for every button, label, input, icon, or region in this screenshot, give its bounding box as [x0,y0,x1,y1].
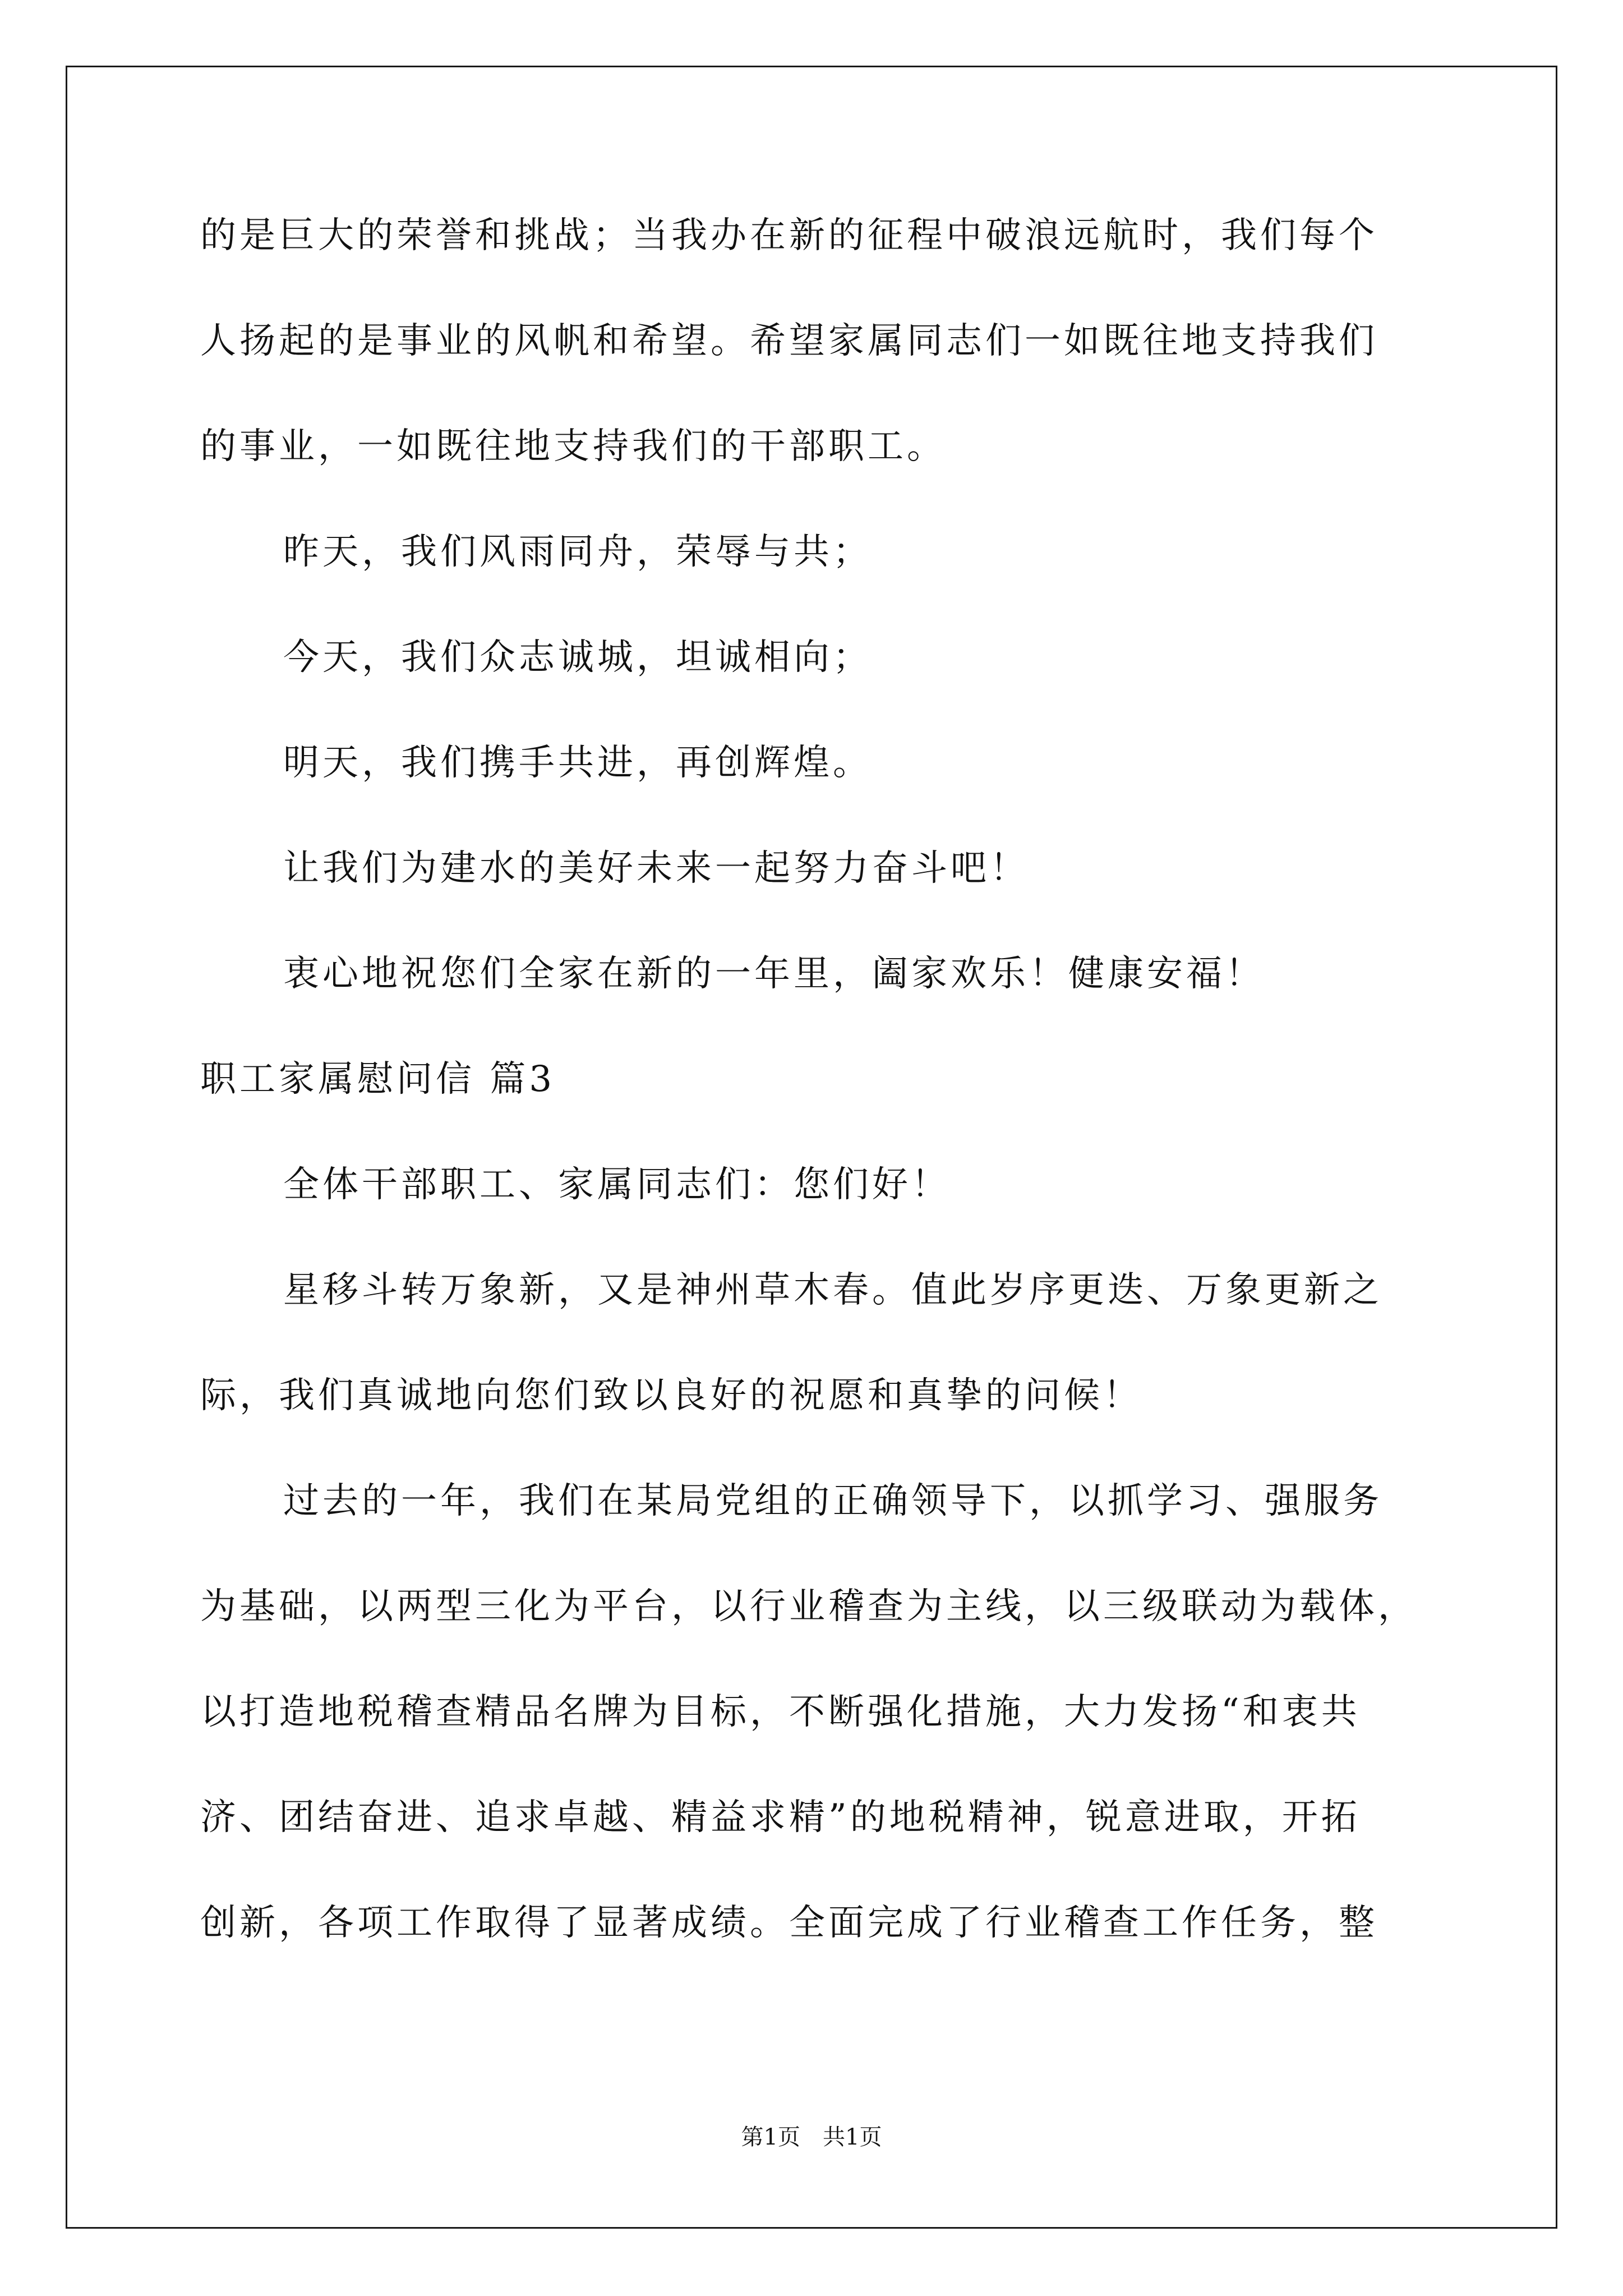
paragraph-line: 人扬起的是事业的风帆和希望。希望家属同志们一如既往地支持我们 [200,320,1378,362]
paragraph-line: 明天，我们携手共进，再创辉煌。 [283,742,872,784]
paragraph-line: 让我们为建水的美好未来一起努力奋斗吧！ [283,848,1029,889]
paragraph-line: 的是巨大的荣誉和挑战；当我办在新的征程中破浪远航时，我们每个 [200,215,1378,256]
paragraph-line: 济、团结奋进、追求卓越、精益求精”的地税精神，锐意进取，开拓 [200,1797,1361,1838]
paragraph-line: 星移斗转万象新，又是神州草木春。值此岁序更迭、万象更新之 [283,1269,1382,1311]
paragraph-line: 今天，我们众志诚城，坦诚相向； [283,637,872,678]
section-heading: 职工家属慰问信 篇3 [200,1059,556,1100]
paragraph-line: 以打造地税稽查精品名牌为目标，不断强化措施，大力发扬“和衷共 [200,1691,1361,1733]
paragraph-line: 衷心地祝您们全家在新的一年里，阖家欢乐！健康安福！ [283,953,1265,995]
paragraph-line: 的事业，一如既往地支持我们的干部职工。 [200,426,946,467]
paragraph-line: 为基础，以两型三化为平台，以行业稽查为主线，以三级联动为载体， [200,1586,1417,1627]
page-footer: 第1页 共1页 [741,2124,882,2150]
paragraph-line: 际，我们真诚地向您们致以良好的祝愿和真挚的问候！ [200,1375,1142,1416]
paragraph-line: 过去的一年，我们在某局党组的正确领导下，以抓学习、强服务 [283,1480,1382,1522]
paragraph-line: 全体干部职工、家属同志们：您们好！ [283,1164,951,1205]
paragraph-line: 昨天，我们风雨同舟，荣辱与共； [283,531,872,573]
paragraph-line: 创新，各项工作取得了显著成绩。全面完成了行业稽查工作任务，整 [200,1902,1378,1944]
